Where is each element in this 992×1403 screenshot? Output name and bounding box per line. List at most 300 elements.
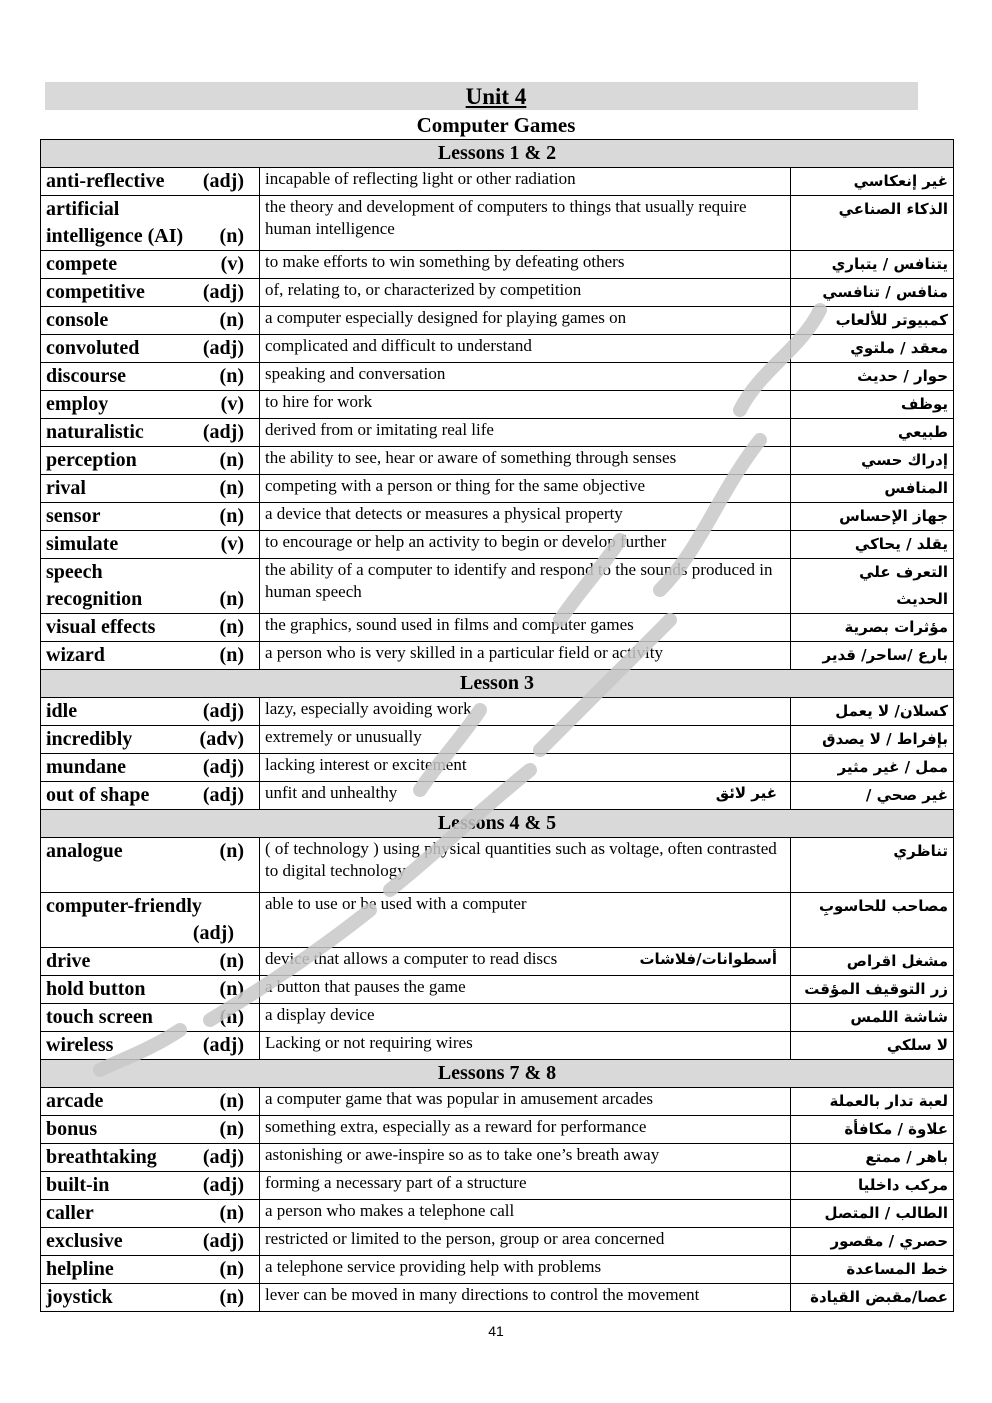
word-line <box>46 1284 254 1311</box>
section-header-row <box>41 810 954 838</box>
definition-text: the graphics, sound used in films and computer games <box>265 615 634 634</box>
part-of-speech: (n) <box>219 840 244 862</box>
word-line <box>46 1116 254 1143</box>
vocabulary-table-body <box>41 140 954 1312</box>
part-of-speech: (n) <box>219 449 244 471</box>
definition-cell <box>260 754 791 782</box>
definition-text: the theory and development of computers to things that usually require human intelligence <box>265 197 747 238</box>
word-text: naturalistic <box>46 421 144 443</box>
word-text: artificial <box>46 198 120 220</box>
vocab-row <box>41 976 954 1004</box>
definition-cell <box>260 698 791 726</box>
word-text: sensor <box>46 505 101 527</box>
arabic-translation-cell <box>791 531 954 559</box>
word-line <box>46 726 254 753</box>
word-cell <box>41 1284 260 1312</box>
part-of-speech: (v) <box>220 393 244 415</box>
word-cell <box>41 447 260 475</box>
word-text: perception <box>46 449 137 471</box>
section-title: Lessons 1 & 2 <box>41 140 954 168</box>
definition-arabic-note: أسطوانات/فلاشات <box>639 950 777 968</box>
part-of-speech: (n) <box>219 588 244 610</box>
word-line <box>46 279 254 306</box>
part-of-speech: (n) <box>219 309 244 331</box>
word-line <box>46 838 254 865</box>
word-line <box>46 335 254 362</box>
word-cell <box>41 1088 260 1116</box>
vocab-row <box>41 251 954 279</box>
word-text: drive <box>46 950 91 972</box>
definition-cell <box>260 976 791 1004</box>
vocab-row <box>41 531 954 559</box>
definition-arabic-note: غير لائق <box>715 784 777 802</box>
word-line <box>46 1256 254 1283</box>
vocab-row <box>41 1228 954 1256</box>
arabic-translation: ممل / غير مثير <box>837 758 949 776</box>
word-line <box>46 698 254 725</box>
word-line <box>46 754 254 781</box>
part-of-speech: (adj) <box>202 337 244 359</box>
vocab-row <box>41 1200 954 1228</box>
word-text: exclusive <box>46 1230 123 1252</box>
arabic-translation: تناظري <box>893 842 949 860</box>
definition-cell <box>260 726 791 754</box>
word-text: idle <box>46 700 78 722</box>
vocab-row <box>41 782 954 810</box>
word-text: anti-reflective <box>46 170 165 192</box>
definition-cell <box>260 559 791 614</box>
part-of-speech: (n) <box>219 978 244 1000</box>
part-of-speech: (n) <box>219 1258 244 1280</box>
word-text: console <box>46 309 109 331</box>
word-text: breathtaking <box>46 1146 157 1168</box>
definition-text: the ability to see, hear or aware of something through senses <box>265 448 677 467</box>
word-text: visual effects <box>46 616 156 638</box>
word-cell <box>41 698 260 726</box>
arabic-translation: بإفراط / لا يصدق <box>822 730 949 748</box>
arabic-translation: جهاز الإحساس <box>839 507 949 525</box>
word-cell <box>41 838 260 893</box>
vocab-row <box>41 1116 954 1144</box>
definition-cell <box>260 838 791 893</box>
word-text: convoluted <box>46 337 140 359</box>
word-line <box>46 251 254 278</box>
arabic-translation: علاوة / مكافأة <box>844 1120 949 1138</box>
vocab-row <box>41 1172 954 1200</box>
arabic-translation: لعبة تدار بالعملة <box>829 1092 949 1110</box>
word-cell <box>41 531 260 559</box>
definition-text: something extra, especially as a reward for performance <box>265 1117 647 1136</box>
vocab-row <box>41 279 954 307</box>
definition-text: the ability of a computer to identify and respond to the sounds produced in human speech <box>265 560 773 601</box>
word-text: employ <box>46 393 109 415</box>
arabic-translation-cell <box>791 1172 954 1200</box>
arabic-translation: مؤثرات بصرية <box>844 618 949 636</box>
vocab-row <box>41 754 954 782</box>
arabic-translation-cell <box>791 279 954 307</box>
vocab-row <box>41 475 954 503</box>
word-cell <box>41 251 260 279</box>
arabic-translation-cell <box>791 447 954 475</box>
definition-cell <box>260 196 791 251</box>
word-text: arcade <box>46 1090 104 1112</box>
part-of-speech: (adj) <box>192 922 234 944</box>
arabic-translation-cell <box>791 503 954 531</box>
definition-cell <box>260 419 791 447</box>
definition-text: lever can be moved in many directions to control the movement <box>265 1285 700 1304</box>
vocab-row <box>41 391 954 419</box>
word-line <box>46 475 254 502</box>
arabic-translation: طبيعي <box>897 423 949 441</box>
word-line <box>46 503 254 530</box>
vocab-row <box>41 698 954 726</box>
arabic-translation: زر التوقيف المؤقت <box>804 980 949 998</box>
definition-text: able to use or be used with a computer <box>265 894 527 913</box>
arabic-translation-cell <box>791 363 954 391</box>
part-of-speech: (adj) <box>202 700 244 722</box>
word-cell <box>41 754 260 782</box>
definition-text: derived from or imitating real life <box>265 420 494 439</box>
definition-cell <box>260 503 791 531</box>
definition-cell <box>260 251 791 279</box>
arabic-translation-cell <box>791 948 954 976</box>
word-line <box>46 586 254 613</box>
arabic-translation: عصا/مقبض القيادة <box>810 1288 949 1306</box>
word-line <box>46 307 254 334</box>
arabic-translation: حصري / مقصور <box>830 1232 949 1250</box>
word-cell <box>41 391 260 419</box>
word-cell <box>41 782 260 810</box>
word-line <box>46 1088 254 1115</box>
vocab-row <box>41 363 954 391</box>
arabic-translation-cell <box>791 1032 954 1060</box>
vocab-row <box>41 948 954 976</box>
arabic-translation-cell <box>791 893 954 948</box>
definition-cell <box>260 782 791 810</box>
definition-line <box>265 782 785 804</box>
definition-text: lacking interest or excitement <box>265 755 467 774</box>
section-title: Lessons 7 & 8 <box>41 1060 954 1088</box>
part-of-speech: (n) <box>219 1006 244 1028</box>
definition-text: lazy, especially avoiding work <box>265 699 472 718</box>
vocab-row <box>41 1032 954 1060</box>
word-line <box>46 614 254 641</box>
word-line <box>46 1228 254 1255</box>
part-of-speech: (n) <box>219 1202 244 1224</box>
part-of-speech: (adj) <box>202 756 244 778</box>
word-cell <box>41 1256 260 1284</box>
definition-text: incapable of reflecting light or other radiation <box>265 169 576 188</box>
arabic-translation-cell <box>791 1284 954 1312</box>
arabic-translation-cell <box>791 782 954 810</box>
word-cell <box>41 893 260 948</box>
arabic-translation-cell <box>791 419 954 447</box>
word-text: out of shape <box>46 784 150 806</box>
word-cell <box>41 196 260 251</box>
arabic-translation-cell <box>791 475 954 503</box>
definition-cell <box>260 1116 791 1144</box>
definition-text: forming a necessary part of a structure <box>265 1173 527 1192</box>
definition-text: device that allows a computer to read discs <box>265 949 558 968</box>
arabic-translation: الطالب / المتصل <box>824 1204 949 1222</box>
arabic-translation-cell <box>791 614 954 642</box>
definition-text: a computer especially designed for playing games on <box>265 308 627 327</box>
arabic-translation: المنافس <box>884 479 949 497</box>
definition-cell <box>260 475 791 503</box>
word-cell <box>41 1228 260 1256</box>
definition-text: ( of technology ) using physical quantities such as voltage, often contrasted to digital technology <box>265 839 777 880</box>
word-line <box>46 391 254 418</box>
word-line <box>46 782 254 809</box>
arabic-translation-cell <box>791 1144 954 1172</box>
arabic-translation-cell <box>791 559 954 614</box>
word-line <box>46 168 254 195</box>
part-of-speech: (adj) <box>202 1230 244 1252</box>
definition-text: speaking and conversation <box>265 364 446 383</box>
definition-cell <box>260 391 791 419</box>
definition-text: a telephone service providing help with problems <box>265 1257 602 1276</box>
definition-cell <box>260 363 791 391</box>
arabic-translation-cell <box>791 391 954 419</box>
definition-text: a button that pauses the game <box>265 977 466 996</box>
word-cell <box>41 503 260 531</box>
arabic-translation-cell <box>791 1004 954 1032</box>
word-text-continued: intelligence (AI) <box>46 225 184 247</box>
unit-subtitle: Computer Games <box>416 113 576 137</box>
arabic-translation: يقلد / يحاكي <box>854 535 949 553</box>
definition-text: to encourage or help an activity to begin or develop further <box>265 532 667 551</box>
word-cell <box>41 976 260 1004</box>
word-line <box>46 976 254 1003</box>
definition-text: Lacking or not requiring wires <box>265 1033 473 1052</box>
arabic-translation-cell <box>791 698 954 726</box>
word-text: wireless <box>46 1034 114 1056</box>
page-number: 41 <box>488 1323 504 1339</box>
arabic-translation: إدراك حسي <box>861 451 949 469</box>
arabic-translation-cell <box>791 726 954 754</box>
word-text: computer-friendly <box>46 895 202 917</box>
word-text-continued: recognition <box>46 588 143 610</box>
word-line <box>46 419 254 446</box>
word-cell <box>41 559 260 614</box>
arabic-translation-cell <box>791 1256 954 1284</box>
word-cell <box>41 726 260 754</box>
definition-cell <box>260 1004 791 1032</box>
arabic-translation: بارع /ساحر/ قدير <box>822 646 949 664</box>
part-of-speech: (n) <box>219 1286 244 1308</box>
word-cell <box>41 1032 260 1060</box>
arabic-translation-cell <box>791 251 954 279</box>
definition-cell <box>260 1228 791 1256</box>
word-text: competitive <box>46 281 145 303</box>
arabic-translation-cell <box>791 754 954 782</box>
arabic-translation: غير صحي / <box>865 786 949 804</box>
vocab-row <box>41 335 954 363</box>
vocab-row <box>41 1256 954 1284</box>
word-text: mundane <box>46 756 127 778</box>
definition-cell <box>260 168 791 196</box>
vocab-row <box>41 503 954 531</box>
part-of-speech: (n) <box>219 477 244 499</box>
word-text: compete <box>46 253 118 275</box>
arabic-translation: كسلان/ لا يعمل <box>835 702 949 720</box>
word-line <box>46 1200 254 1227</box>
arabic-translation-cell <box>791 642 954 670</box>
arabic-translation-cell <box>791 1088 954 1116</box>
definition-cell <box>260 335 791 363</box>
definition-cell <box>260 531 791 559</box>
arabic-translation-cell <box>791 307 954 335</box>
definition-line <box>265 948 785 970</box>
word-line <box>46 1172 254 1199</box>
arabic-translation: مركب داخليا <box>858 1176 949 1194</box>
word-cell <box>41 642 260 670</box>
vocab-row <box>41 419 954 447</box>
word-cell <box>41 168 260 196</box>
section-title: Lesson 3 <box>41 670 954 698</box>
unit-title: Unit 4 <box>465 84 527 109</box>
word-cell <box>41 1200 260 1228</box>
section-header-row <box>41 670 954 698</box>
word-cell <box>41 948 260 976</box>
vocab-row <box>41 1144 954 1172</box>
definition-text: astonishing or awe-inspire so as to take one’s breath away <box>265 1145 660 1164</box>
vocab-row <box>41 1284 954 1312</box>
arabic-translation: معقد / ملتوي <box>850 339 949 357</box>
vocab-row <box>41 838 954 893</box>
arabic-translation: باهر / ممتع <box>865 1148 949 1166</box>
definition-cell <box>260 307 791 335</box>
part-of-speech: (n) <box>219 225 244 247</box>
word-text: built-in <box>46 1174 110 1196</box>
word-text: joystick <box>46 1286 113 1308</box>
definition-text: extremely or unusually <box>265 727 422 746</box>
word-text: rival <box>46 477 86 499</box>
part-of-speech: (n) <box>219 616 244 638</box>
word-text: wizard <box>46 644 105 666</box>
arabic-translation-cell <box>791 838 954 893</box>
definition-text: a person who makes a telephone call <box>265 1201 515 1220</box>
definition-text: a display device <box>265 1005 375 1024</box>
vocab-row <box>41 1088 954 1116</box>
arabic-translation: يتنافس / يتباري <box>831 255 949 273</box>
part-of-speech: (adj) <box>202 170 244 192</box>
word-cell <box>41 363 260 391</box>
arabic-translation-continued: الحديث <box>896 590 949 608</box>
vocab-row <box>41 614 954 642</box>
word-cell <box>41 614 260 642</box>
arabic-translation: منافس / تنافسي <box>822 283 949 301</box>
word-line <box>46 1004 254 1031</box>
definition-cell <box>260 948 791 976</box>
arabic-translation-cell <box>791 168 954 196</box>
arabic-translation-cell <box>791 335 954 363</box>
word-text: caller <box>46 1202 94 1224</box>
vocab-row <box>41 447 954 475</box>
word-text: analogue <box>46 840 123 862</box>
word-cell <box>41 335 260 363</box>
definition-cell <box>260 1256 791 1284</box>
word-text: bonus <box>46 1118 98 1140</box>
arabic-translation: حوار / حديث <box>857 367 949 385</box>
definition-text: to hire for work <box>265 392 373 411</box>
arabic-translation-cell <box>791 196 954 251</box>
part-of-speech: (adj) <box>202 1034 244 1056</box>
part-of-speech: (v) <box>220 533 244 555</box>
definition-text: a person who is very skilled in a particular field or activity <box>265 643 663 662</box>
definition-cell <box>260 1284 791 1312</box>
word-text: incredibly <box>46 728 133 750</box>
arabic-translation: خط المساعدة <box>846 1260 949 1278</box>
definition-cell <box>260 1088 791 1116</box>
section-header-row <box>41 1060 954 1088</box>
part-of-speech: (adj) <box>202 784 244 806</box>
word-line <box>46 948 254 975</box>
definition-cell <box>260 1172 791 1200</box>
vocab-row <box>41 307 954 335</box>
vocab-row <box>41 168 954 196</box>
word-text: helpline <box>46 1258 114 1280</box>
vocab-row <box>41 559 954 614</box>
arabic-translation: كمبيوتر للألعاب <box>835 311 949 329</box>
definition-text: competing with a person or thing for the same objective <box>265 476 646 495</box>
word-line <box>46 223 254 250</box>
arabic-translation-cell <box>791 1116 954 1144</box>
section-header-row <box>41 140 954 168</box>
part-of-speech: (adj) <box>202 1174 244 1196</box>
vocab-row <box>41 196 954 251</box>
arabic-translation: شاشة اللمس <box>850 1008 949 1026</box>
word-cell <box>41 1144 260 1172</box>
part-of-speech: (n) <box>219 644 244 666</box>
part-of-speech: (n) <box>219 505 244 527</box>
word-text: hold button <box>46 978 146 1000</box>
part-of-speech: (n) <box>219 365 244 387</box>
word-cell <box>41 419 260 447</box>
arabic-translation-cell <box>791 1200 954 1228</box>
vocabulary-table <box>40 139 954 1312</box>
word-cell <box>41 279 260 307</box>
part-of-speech: (v) <box>220 253 244 275</box>
definition-cell <box>260 279 791 307</box>
definition-cell <box>260 642 791 670</box>
vocab-row <box>41 726 954 754</box>
arabic-translation: التعرف علي <box>859 563 949 581</box>
part-of-speech: (n) <box>219 1090 244 1112</box>
arabic-translation-cell <box>791 1228 954 1256</box>
part-of-speech: (adj) <box>202 281 244 303</box>
word-line <box>46 531 254 558</box>
definition-text: restricted or limited to the person, group or area concerned <box>265 1229 665 1248</box>
definition-cell <box>260 1144 791 1172</box>
arabic-translation: يوظف <box>900 395 949 413</box>
arabic-translation: غير إنعكاسي <box>853 172 949 190</box>
definition-cell <box>260 1032 791 1060</box>
part-of-speech: (adj) <box>202 421 244 443</box>
definition-text: to make efforts to win something by defeating others <box>265 252 625 271</box>
arabic-translation: مصاحب للحاسوبِ <box>818 897 949 915</box>
word-line <box>46 447 254 474</box>
definition-text: a device that detects or measures a physical property <box>265 504 623 523</box>
definition-text: complicated and difficult to understand <box>265 336 532 355</box>
word-cell <box>41 1172 260 1200</box>
part-of-speech: (n) <box>219 1118 244 1140</box>
word-line <box>46 363 254 390</box>
word-cell <box>41 307 260 335</box>
definition-text: a computer game that was popular in amusement arcades <box>265 1089 654 1108</box>
word-cell <box>41 1116 260 1144</box>
definition-text: of, relating to, or characterized by competition <box>265 280 582 299</box>
